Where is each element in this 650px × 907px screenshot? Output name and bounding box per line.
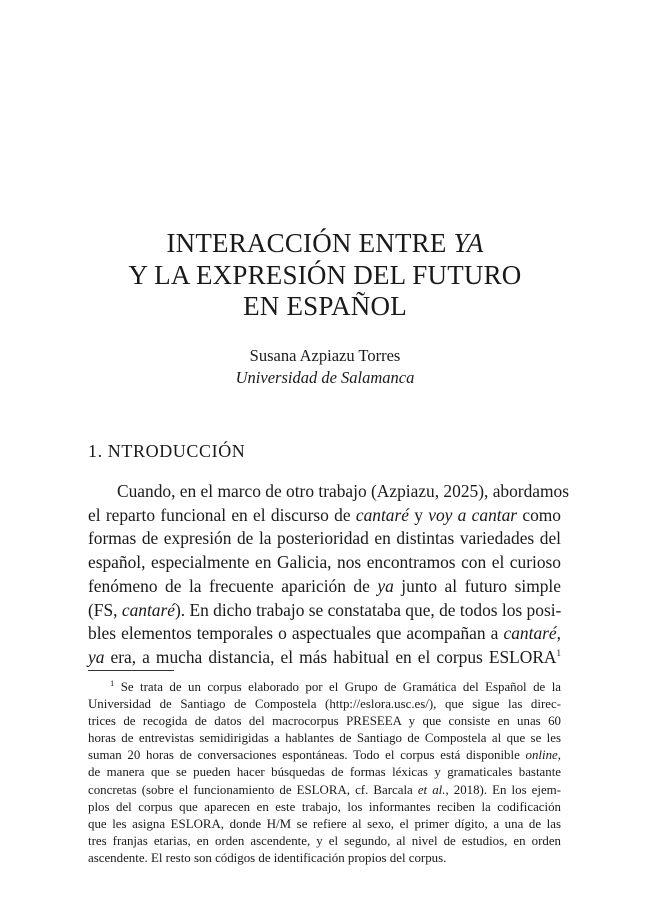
body-line: español, especialmente en Galicia, nos encontramos con el curioso [88, 552, 561, 573]
footnote-line: plos del corpus que aparecen en este trabajo, los informantes reciben la codificación [88, 799, 561, 814]
footnote-line: trices de recogida de datos del macrocorpus PRESEEA y que consiste en unas 60 [88, 714, 561, 729]
footnote-marker: 1 [110, 678, 115, 688]
footnote-reference[interactable]: 1 [556, 647, 561, 658]
footnote-line: concretas (sobre el funcionamiento de ESLORA, cf. Barcala et al., 2018). En los ejem- [88, 782, 562, 797]
footnote-line: horas de entrevistas semidirigidas a hablantes de Santiago de Compostela al que se les [88, 731, 561, 746]
body-paragraph [88, 480, 570, 670]
footnote-line: ascendente. El resto son códigos de identificación propios del corpus. [88, 850, 447, 865]
author-block [0, 345, 650, 389]
footnote-line: $^1$ Se trata de un corpus elaborado por el Grupo de Gramática del Español de la [110, 678, 561, 694]
footnote [88, 679, 561, 867]
footnote-line: Universidad de Santiago de Compostela (http://eslora.usc.es/), que sigue las direc- [88, 697, 561, 712]
body-line: el reparto funcional en el discurso de cantaré y voy a cantar como [88, 504, 562, 525]
footnote-line: que les asigna ESLORA, donde H/M se refiere al sexo, el primer dígito, a una de las [88, 816, 561, 831]
body-line: ya era, a mucha distancia, el más habitual en el corpus ESLORA$^1$ [88, 646, 561, 667]
author-affiliation: Universidad de Salamanca [235, 368, 415, 387]
footnote-line: tres franjas etarias, en orden ascendente, y el segundo, al nivel de estudios, en orden [88, 833, 561, 848]
body-line: fenómeno de la frecuente aparición de ya junto al futuro simple [88, 575, 561, 596]
footnote-line: suman 20 horas de conversaciones espontáneas. Todo el corpus está disponible online, [88, 748, 561, 763]
title-line-2: Y LA EXPRESIÓN DEL FUTURO [128, 259, 522, 290]
body-line: Cuando, en el marco de otro trabajo (Azpiazu, 2025), abordamos [117, 481, 570, 501]
title-line-3: EN ESPAÑOL [243, 291, 407, 321]
section-heading: 1. NTRODUCCIÓN [88, 441, 246, 461]
chapter-title [0, 228, 650, 323]
title-line-1: INTERACCIÓN ENTRE YA [166, 228, 484, 258]
footnote-separator [88, 670, 174, 671]
body-line: formas de expresión de la posterioridad en distintas variedades del [88, 528, 561, 549]
body-line: bles elementos temporales o aspectuales que acompañan a cantaré, [88, 623, 561, 644]
body-line: (FS, cantaré). En dicho trabajo se constataba que, de todos los posi- [88, 599, 562, 620]
author-name: Susana Azpiazu Torres [249, 346, 401, 365]
footnote-line: de manera que se pueden hacer búsquedas de formas léxicas y gramaticales bastante [88, 765, 561, 780]
